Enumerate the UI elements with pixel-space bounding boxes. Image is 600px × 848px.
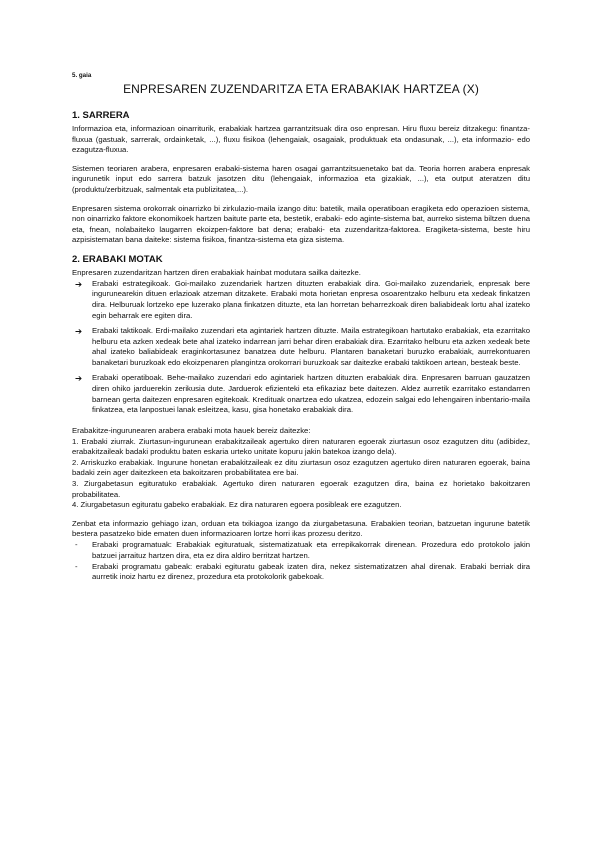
document-page bbox=[72, 72, 530, 583]
environment-intro: Erabakitze-ingurunearen arabera erabaki mota hauek bereiz daitezke: bbox=[72, 426, 311, 436]
bullet-item bbox=[72, 279, 530, 322]
arrow-icon: ➔ bbox=[75, 278, 83, 289]
dash-text: Erabaki programatuak: Erabakiak egituratuak, sistematizatuak eta errepikakorrak direnean. Prozedura edo protokolo jakin batzuei jarraituz hartzen dira, eta ez dira aldiro berritzat hartzen. bbox=[92, 540, 530, 560]
unit-label: 5. gaia bbox=[72, 72, 92, 79]
dash-item bbox=[72, 540, 530, 562]
section-1-heading: 1. SARRERA bbox=[72, 110, 130, 121]
section-2-heading: 2. ERABAKI MOTAK bbox=[72, 253, 163, 265]
section-1-paragraph: Sistemen teoriaren arabera, enpresaren erabaki-sistema haren osagai garrantzitsuenetako bat da. Teoria horren arabera enpresak ingurunetik input edo sarrera batzuk jasotzen ditu (lehengaiak, informazioa eta gizakiak, ...), eta output ateratzen ditu (produktu/zerbitzuak, salmentak eta publizitatea,...). bbox=[72, 163, 530, 194]
dash-item bbox=[72, 562, 530, 584]
bullet-item bbox=[72, 373, 530, 416]
bullet-text: Erabaki taktikoak. Erdi-mailako zuzendari eta agintariek hartzen dituzte. Maila estrategikoan hartutako erabakiak, eta ezarritako helburu eta azken xedeak bete ahal izateko indarrean jarri behar diren erabakiak dira. Ezarritako helburu eta azken xedeak bete ahal izateko baliabideak eraginkortasunez banatzea dute helburu. Plantaren banaketari buruzko erabakiak, aurrekontuaren banaketari buruzkoak edo ekoizpenaren plangintza orokorrari buruzkoak sar daitezke erabaki taktikoen artean, besteak beste. bbox=[92, 325, 530, 368]
dash-marker: - bbox=[75, 540, 78, 550]
arrow-icon: ➔ bbox=[75, 325, 83, 336]
dash-text: Erabaki programatu gabeak: erabaki egituratu gabeak izaten dira, nekez sistematizatzen ahal direnak. Erabaki berriak dira aurretik inoiz hartu ez direnez, prozedura eta protokolorik gabekoak. bbox=[92, 561, 530, 582]
page-title: ENPRESAREN ZUZENDARITZA ETA ERABAKIAK HARTZEA (X) bbox=[123, 82, 479, 96]
environment-item: 4. Ziurgabetasun egituratu gabeko erabakiak. Ez dira naturaren egoera posibleak ere ezagutzen. bbox=[72, 500, 402, 510]
section-2-intro: Enpresaren zuzendaritzan hartzen diren erabakiak hainbat modutara sailka daitezke. bbox=[72, 267, 361, 277]
bullet-text: Erabaki estrategikoak. Goi-mailako zuzendariek hartzen dituzten erabakiak dira. Goi-mailako zuzendariek, enpresak bere ingurunearekin dituen erlazioak atzeman ditzakete. Erabaki mota horietan enpresa osoarentzako helburu eta xedeak finkatzen dira. Helburuak lortzeko epe luzerako plana finkatzen dituzte, eta lan horretan beharrezkoak diren baliabideak lortu ahal izateko egin beharrak ere egiten dira. bbox=[92, 278, 530, 320]
section-1-paragraph: Informazioa eta, informazioan oinarriturik, erabakiak hartzea garrantzitsuak dira oso enpresan. Hiru fluxu bereiz ditzakegu: finantza-fluxua (gastuak, sarrerak, ordainketak, ...), fluxu fisikoa (lehengaiak, osagaiak, produktuak eta ondasunak, ...), eta informazio- edo ezagutza-fluxua. bbox=[72, 124, 530, 155]
section-1-paragraph: Enpresaren sistema orokorrak oinarrizko bi zirkulazio-maila izango ditu: batetik, maila operatiboan eragiketa edo operazioen sistema, non oinarrizko faktore ekonomikoek hartzen baitute parte eta, bestetik, erabaki- edo aginte-sistema bat, aurreko sistema biltzen duena eta, fnean, nolabaiteko laugarren ekoizpen-faktore bat dena; erabaki- eta zuzendaritza-faktorea. Eragiketa-sistema, beste hiru azpisistematan bana daiteke: sistema fisikoa, finantza-sistema eta giza sistema. bbox=[72, 203, 530, 245]
arrow-icon: ➔ bbox=[75, 372, 83, 383]
dash-marker: - bbox=[75, 561, 78, 571]
closing-paragraph: Zenbat eta informazio gehiago izan, orduan eta txikiagoa izango da ziurgabetasuna. Erabakien teorian, batzuetan ingurune batetik bestera pasatzeko bide ematen duen informazioaren lortze horri ikas prozesu deritzo. bbox=[72, 518, 530, 539]
bullet-item bbox=[72, 326, 530, 369]
environment-item: 2. Arriskuzko erabakiak. Ingurune honetan erabakitzaileak ez ditu ziurtasun osoz ezagutzen agertuko diren naturaren egoerak, baina badaki zein ager daitezkeen eta bakoitzaren probabilitatea ere bai. bbox=[72, 457, 530, 478]
environment-item: 3. Ziurgabetasun egituratuko erabakiak. Agertuko diren naturaren egoerak ezagutzen dira, baina ez horietako bakoitzaren probabilitatea. bbox=[72, 479, 530, 499]
bullet-text: Erabaki operatiboak. Behe-mailako zuzendari edo agintariek hartzen dituzten erabakiak dira. Enpresaren barruan gauzatzen diren ohiko jarduerekin zerikusia dute. Jarduerok efizienteki eta efikaziaz bete daitezen. Aldez aurretik ezarritako estandarren barnean gerta daitezen enpresaren egitekoak. Kredituak onartzea edo ukatzea, edozein salgai edo lehengairen inbentario-maila finkatzea, eta lanpostuei lanak esleitzea, kasu, gisa honetako erabakiak dira. bbox=[92, 372, 530, 415]
environment-item: 1. Erabaki ziurrak. Ziurtasun-ingurunean erabakitzaileak agertuko diren naturaren egoerak ziurtasun osoz ezagutzen ditu (adibidez, erabakitzaileak badaki produktu baten eskaria urteko unitate kopuru jakin batekoa izango dela). bbox=[72, 436, 530, 457]
